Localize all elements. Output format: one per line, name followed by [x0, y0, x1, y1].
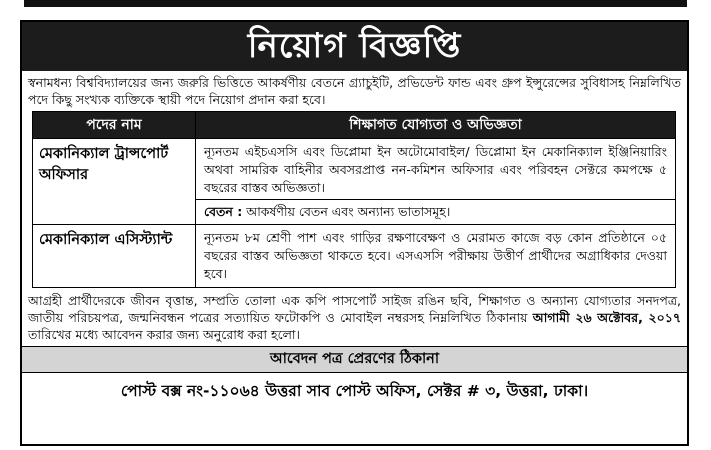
salary-text: আকর্ষণীয় বেতন এবং অন্যান্য ভাতাসমূহ। [246, 204, 451, 219]
application-instructions [22, 288, 687, 346]
table-row [33, 225, 676, 288]
notice-frame [20, 20, 689, 446]
qualification-cell [196, 139, 676, 225]
post-name: মেকানিক্যাল এসিস্ট্যান্ট [33, 225, 196, 288]
qualification-text: ন্যূনতম ৮ম শ্রেণী পাশ এবং গাড়ির রক্ষণাবেক্ষণ ও মেরামত কাজে বড় কোন প্রতিষ্ঠানে ০৫ বছরের বাস্তব অভিজ্ঞতা থাকতে হবে। এসএসসি পরীক্ষায় উত্তীর্ণ প্রার্থীদের অগ্রাধিকার দেওয়া হবে। [204, 230, 667, 281]
column-header-post: পদের নাম [33, 112, 196, 139]
qualification-cell [196, 225, 676, 288]
qualification-text: ন্যূনতম এইচএসসি এবং ডিপ্লোমা ইন অটোমোবাইল/ ডিপ্লোমা ইন মেকানিক্যাল ইঞ্জিনিয়ারিং অথবা সামরিক বাহিনীর অবসরপ্রাপ্ত নন-কমিশন অফিসার এবং পরিবহন সেক্টরে কমপক্ষে ৫ বছরের বাস্তব অভিজ্ঞতা। [204, 144, 667, 195]
apply-text-part-1: আগ্রহী প্রার্থীদেরকে জীবন বৃত্তান্ত, সম্প্রতি তোলা এক কপি পাসপোর্ট সাইজ রঙিন ছবি, শিক্ষাগত ও অন্যান্য যোগ্যতার সনদপত্র, জাতীয় পরিচয়পত্র, জন্মনিবন্ধন পত্রের সত্যায়িত ফটোকপি ও মোবাইল নম্বরসহ নিম্নলিখিত ঠিকানায় [28, 293, 681, 325]
top-border-strip [24, 0, 687, 7]
address-heading: আবেদন পত্র প্রেরণের ঠিকানা [22, 346, 687, 373]
salary-label: বেতন : [204, 204, 243, 219]
column-header-qualification: শিক্ষাগত যোগ্যতা ও অভিজ্ঞতা [196, 112, 676, 139]
notice-title: নিয়োগ বিজ্ঞপ্তি [22, 22, 687, 71]
apply-text-part-2: তারিখের মধ্যে আবেদন করার জন্য অনুরোধ করা হলো। [28, 327, 301, 342]
salary-line [196, 199, 675, 224]
table-row [33, 139, 676, 225]
postal-address: পোস্ট বক্স নং-১১০৬৪ উত্তরা সাব পোস্ট অফিস, সেক্টর # ৩, উত্তরা, ঢাকা। [120, 382, 589, 400]
deadline: আগামী ২৬ অক্টোবর, ২০১৭ [532, 310, 682, 325]
jobs-table [32, 111, 676, 288]
intro-paragraph: স্বনামধন্য বিশ্ববিদ্যালয়ের জন্য জরুরি ভিত্তিতে আকর্ষণীয় বেতনে গ্র্যাচুইটি, প্রভিডেন্ট ফান্ড এবং গ্রুপ ইন্সুরেন্সের সুবিধাসহ নিম্নলিখিত পদে কিছু সংখ্যক ব্যক্তিকে স্থায়ী পদে নিয়োগ প্রদান করা হবে। [28, 75, 681, 107]
post-name: মেকানিক্যাল ট্রান্সপোর্ট অফিসার [33, 139, 196, 225]
table-header-row [33, 112, 676, 139]
